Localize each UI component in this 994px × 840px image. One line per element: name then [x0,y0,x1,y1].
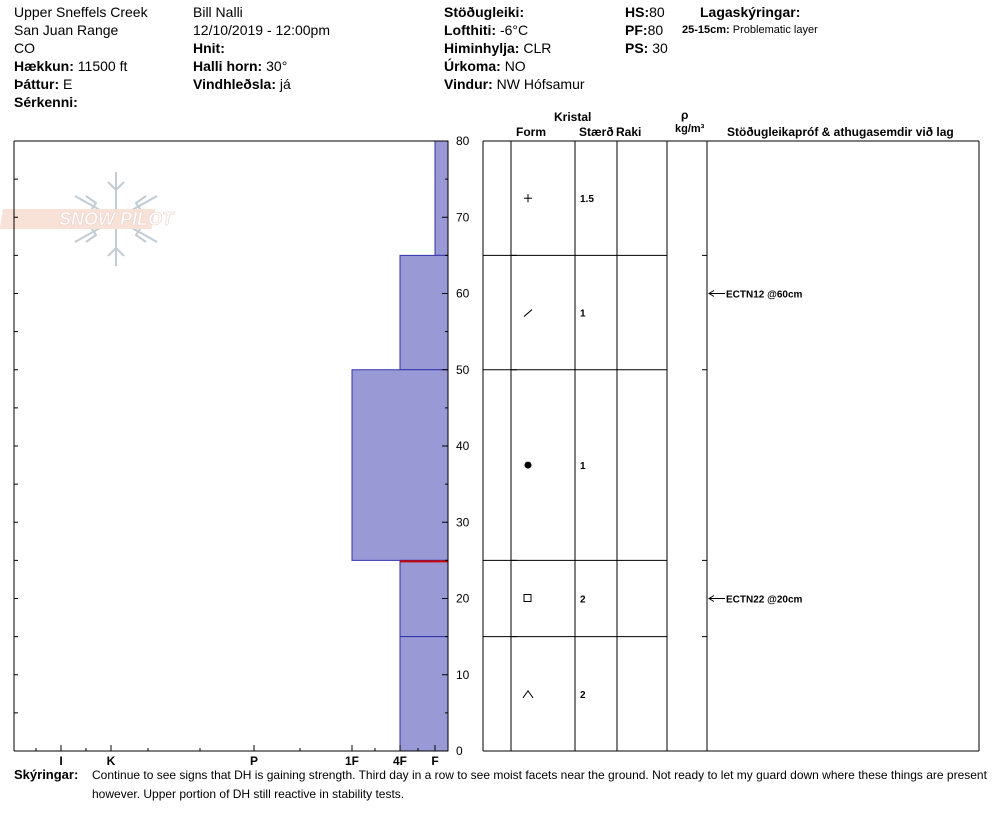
crystal-size-label: 1 [580,461,586,473]
elevation-label: Hækkun: [14,58,74,74]
layer-note-range: 25-15cm: [682,24,730,36]
hardness-tick-label: K [106,754,116,768]
sky-label: Himinhylja: [444,40,520,56]
crystal-size-label: 1 [580,308,586,320]
pf-label: PF: [625,22,648,38]
range-name: San Juan Range [14,22,119,38]
hardness-bar-4 [400,637,448,751]
hardness-bar-1 [400,255,448,369]
form-symbol-faceted-icon [524,595,531,602]
depth-tick-label: 20 [456,591,470,606]
aspect-value: E [63,76,73,92]
form-symbol-decomposing-icon [524,310,532,317]
slope-value: 30° [266,58,288,74]
form-header: Form [516,125,546,139]
sky-value: CLR [523,40,552,56]
moisture-header: Raki [616,125,642,139]
hardness-bar-3 [400,560,448,636]
precip-value: NO [504,58,526,74]
precip-label: Úrkoma: [444,58,501,74]
crystal-size-label: 1.5 [580,194,594,206]
state-name: CO [14,40,35,56]
depth-tick-label: 30 [456,515,470,530]
comments-label: Skýringar: [14,767,79,782]
slope-label: Halli horn: [193,58,263,74]
depth-tick-label: 40 [456,439,470,453]
wind-label: Vindur: [444,76,493,92]
wind-loading-label: Vindhleðsla: [193,76,276,92]
hs-label: HS: [625,4,650,20]
depth-tick-label: 80 [456,134,470,148]
crystal-size-label: 2 [580,594,586,606]
depth-tick-label: 0 [456,744,463,758]
depth-tick-label: 10 [456,667,470,682]
hardness-tick-label: P [249,754,259,768]
logo-text: SNOW PILOT [59,209,173,229]
air-temp-label: Lofthiti: [444,22,497,38]
hs-value: 80 [649,4,665,20]
hardness-tick-label: 4F [392,754,408,768]
size-header: Stærð [579,125,614,139]
ps-value: 30 [652,40,668,56]
form-symbol-rounded-icon [525,462,532,469]
crystal-header: Kristal [554,110,592,124]
hardness-tick-label: F [431,754,439,768]
hardness-bar-2 [352,370,448,561]
wind-loading-value: já [279,76,291,92]
coords-label: Hnit: [193,40,225,56]
depth-tick-label: 60 [456,286,470,301]
comments-line-1: Continue to see signs that DH is gaining strength. Third day in a row to see moist facets near the ground. Not ready to let my guard down where these things are present [92,768,987,782]
stability-tests-header: Stöðugleikapróf & athugasemdir við lag [727,125,954,139]
elevation-value: 11500 ft [77,58,128,74]
crystal-size-label: 2 [580,689,586,701]
aspect-label: Þáttur: [14,76,60,92]
stability-test-label: ECTN12 @60cm [726,289,803,301]
depth-tick-label: 50 [456,362,470,377]
pf-value: 80 [647,22,664,38]
layer-note-text: Problematic layer [732,24,818,36]
comments-line-2: however. Upper portion of DH still reactive in stability tests. [92,787,405,801]
layer-notes-label: Lagaskýringar: [700,4,801,20]
observation-datetime: 12/10/2019 - 12:00pm [193,22,330,38]
rho-header: ρ [681,108,689,122]
depth-tick-label: 70 [456,210,470,225]
ps-label: PS: [625,40,649,56]
hardness-tick-label: 1F [344,754,360,768]
location-name: Upper Sneffels Creek [14,4,148,20]
stability-test-label: ECTN22 @20cm [726,594,803,606]
hardness-bar-0 [435,141,448,255]
density-unit-header: kg/m³ [675,123,705,135]
features-label: Sérkenni: [14,94,78,110]
air-temp-value: -6°C [499,22,529,38]
snowpilot-logo [0,172,175,266]
hardness-tick-label: I [59,754,63,768]
wind-value: NW Hófsamur [496,76,585,92]
form-symbol-depth-hoar-icon [523,691,533,698]
stability-label: Stöðugleiki: [444,4,525,20]
observer-name: Bill Nalli [193,4,243,20]
